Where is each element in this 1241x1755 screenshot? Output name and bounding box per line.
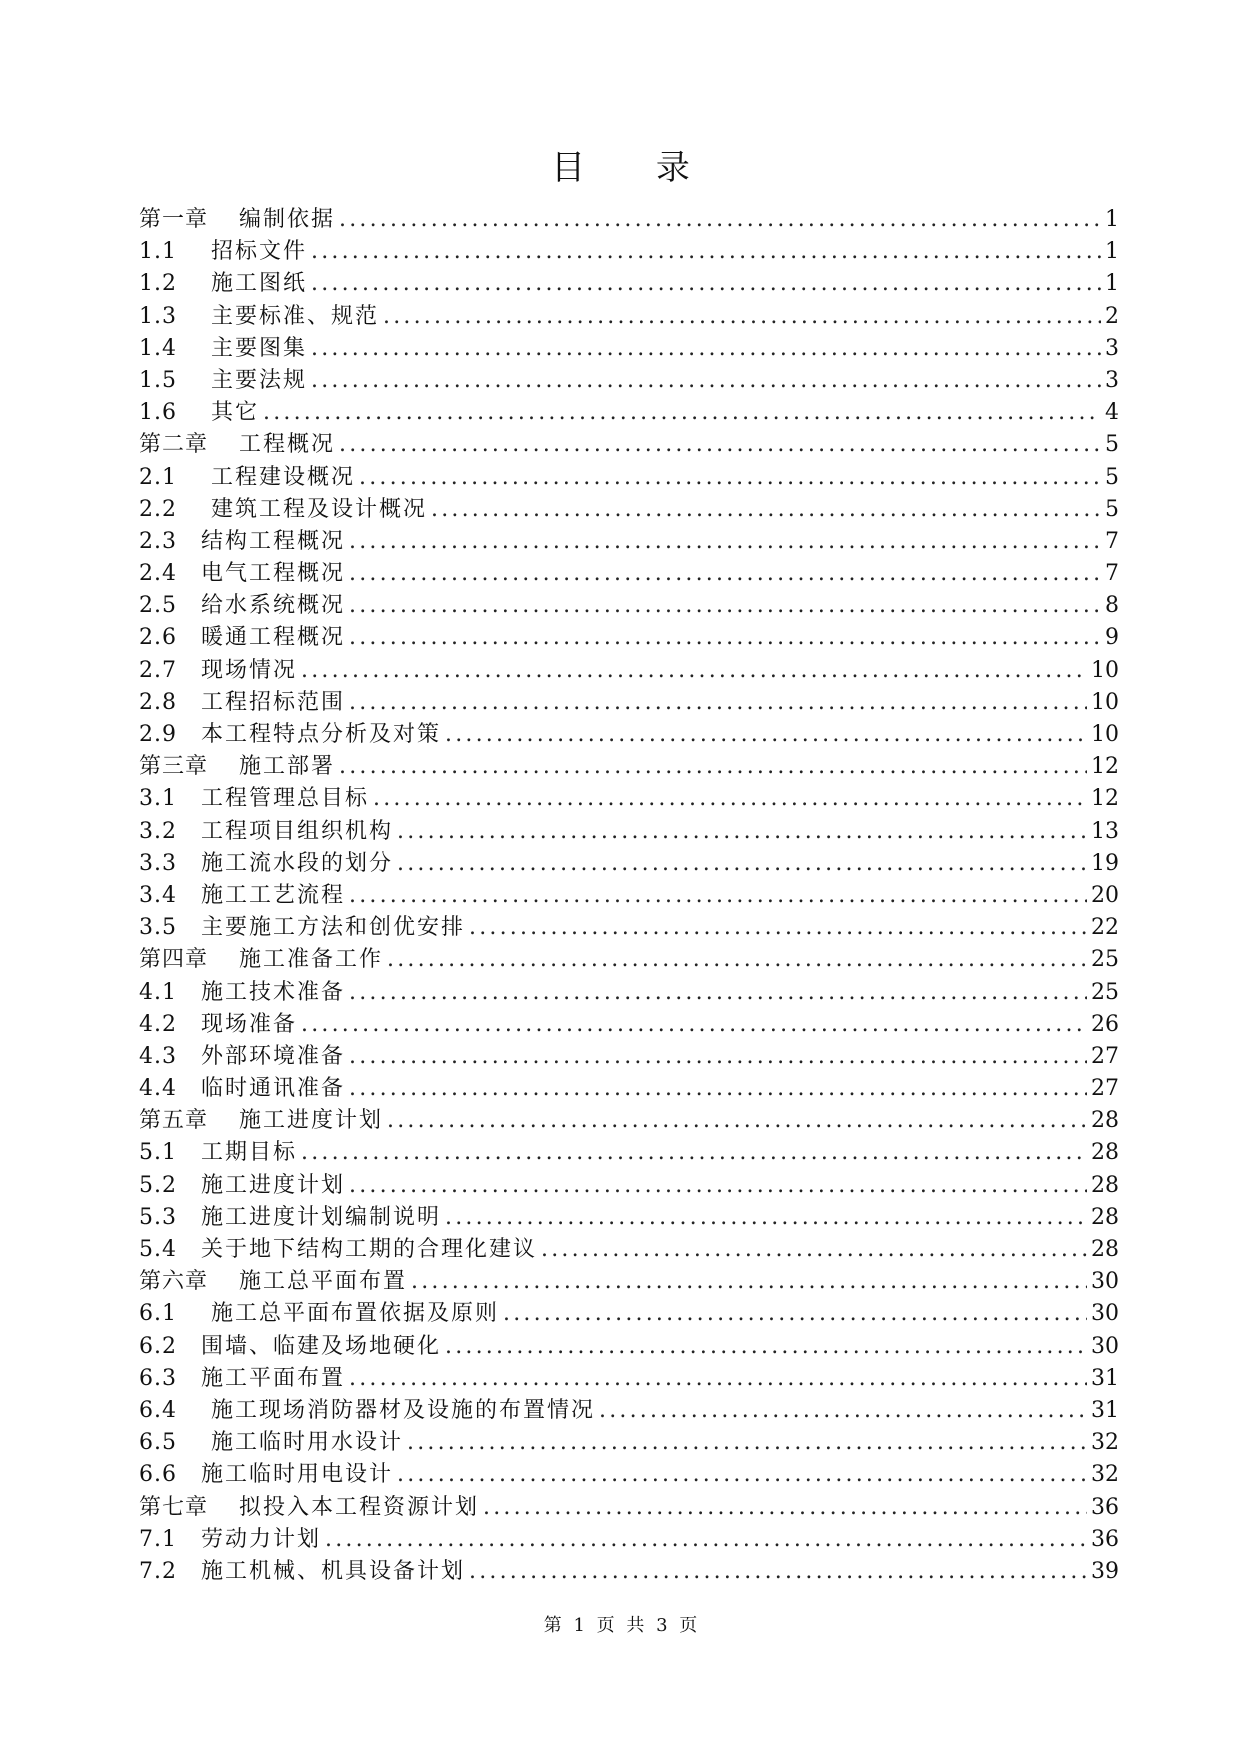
toc-dot-leader bbox=[349, 880, 1087, 912]
toc-entry-number: 第七章 bbox=[139, 1494, 209, 1520]
toc-entry-title: 施工总平面布置依据及原则 bbox=[211, 1301, 500, 1327]
toc-entry-title: 其它 bbox=[211, 400, 260, 426]
toc-dot-leader bbox=[339, 429, 1101, 461]
toc-dot-leader bbox=[503, 1298, 1087, 1330]
toc-dot-leader bbox=[349, 590, 1101, 622]
page-footer: 第 1 页 共 3 页 bbox=[543, 1615, 698, 1636]
toc-page-number: 25 bbox=[1091, 979, 1119, 1005]
toc-page-number: 30 bbox=[1091, 1301, 1119, 1327]
toc-section-entry[interactable] bbox=[139, 816, 1119, 848]
toc-entry-number: 2.1 bbox=[139, 464, 177, 490]
toc-dot-leader bbox=[339, 204, 1101, 236]
toc-page-number: 10 bbox=[1091, 657, 1119, 683]
toc-entry-number: 2.7 bbox=[139, 657, 177, 683]
toc-page-number: 3 bbox=[1105, 335, 1119, 361]
toc-entry-title: 工程招标范围 bbox=[201, 689, 346, 715]
toc-dot-leader bbox=[349, 1073, 1087, 1105]
toc-page-number: 1 bbox=[1105, 207, 1119, 232]
toc-chapter-entry[interactable] bbox=[139, 429, 1119, 461]
toc-page-number: 22 bbox=[1091, 915, 1119, 941]
toc-section-entry[interactable] bbox=[139, 1556, 1119, 1588]
toc-section-entry[interactable] bbox=[139, 687, 1119, 719]
toc-section-entry[interactable] bbox=[139, 236, 1119, 268]
toc-dot-leader bbox=[359, 462, 1101, 494]
toc-entry-title: 拟投入本工程资源计划 bbox=[239, 1494, 480, 1520]
toc-page-number: 32 bbox=[1091, 1430, 1119, 1456]
toc-dot-leader bbox=[349, 687, 1087, 719]
toc-section-entry[interactable] bbox=[139, 1137, 1119, 1169]
toc-entry-number: 3.4 bbox=[139, 882, 177, 908]
table-of-contents bbox=[139, 204, 1119, 1588]
toc-entry-title: 施工流水段的划分 bbox=[201, 850, 394, 876]
toc-page-number: 26 bbox=[1091, 1011, 1119, 1037]
toc-dot-leader bbox=[311, 236, 1101, 268]
toc-section-entry[interactable] bbox=[139, 1395, 1119, 1427]
toc-entry-title: 电气工程概况 bbox=[201, 561, 346, 587]
toc-entry-title: 施工进度计划 bbox=[201, 1172, 346, 1198]
toc-entry-number: 6.3 bbox=[139, 1365, 177, 1391]
toc-section-entry[interactable] bbox=[139, 494, 1119, 526]
toc-entry-title: 工程建设概况 bbox=[211, 464, 356, 490]
toc-entry-number: 1.2 bbox=[139, 271, 177, 297]
toc-dot-leader bbox=[349, 1363, 1087, 1395]
toc-page-number: 28 bbox=[1091, 1204, 1119, 1230]
toc-chapter-entry[interactable] bbox=[139, 1266, 1119, 1298]
toc-entry-title: 施工现场消防器材及设施的布置情况 bbox=[211, 1397, 596, 1423]
toc-dot-leader bbox=[349, 558, 1101, 590]
toc-section-entry[interactable] bbox=[139, 783, 1119, 815]
toc-dot-leader bbox=[311, 268, 1101, 300]
toc-entry-number: 第三章 bbox=[139, 754, 209, 780]
toc-page-number: 7 bbox=[1105, 528, 1119, 554]
toc-section-entry[interactable] bbox=[139, 333, 1119, 365]
toc-entry-title: 主要法规 bbox=[211, 367, 308, 393]
toc-entry-number: 5.4 bbox=[139, 1237, 177, 1262]
toc-dot-leader bbox=[397, 816, 1087, 848]
toc-section-entry[interactable] bbox=[139, 1234, 1119, 1266]
toc-section-entry[interactable] bbox=[139, 301, 1119, 333]
toc-entry-number: 7.1 bbox=[139, 1526, 177, 1552]
toc-section-entry[interactable] bbox=[139, 912, 1119, 944]
toc-page-number: 39 bbox=[1091, 1558, 1119, 1584]
toc-entry-title: 外部环境准备 bbox=[201, 1043, 346, 1069]
toc-entry-number: 第二章 bbox=[139, 432, 209, 458]
toc-entry-title: 现场情况 bbox=[201, 657, 298, 683]
toc-entry-title: 施工部署 bbox=[239, 754, 336, 780]
toc-dot-leader bbox=[469, 1556, 1087, 1588]
toc-section-entry[interactable] bbox=[139, 268, 1119, 300]
toc-chapter-entry[interactable] bbox=[139, 204, 1119, 236]
toc-entry-title: 施工工艺流程 bbox=[201, 882, 346, 908]
toc-page-number: 30 bbox=[1091, 1333, 1119, 1359]
toc-entry-title: 施工总平面布置 bbox=[239, 1269, 408, 1295]
toc-dot-leader bbox=[311, 365, 1101, 397]
toc-page-number: 25 bbox=[1091, 947, 1119, 973]
toc-dot-leader bbox=[373, 783, 1087, 815]
toc-entry-number: 1.1 bbox=[139, 239, 177, 265]
toc-page-number: 27 bbox=[1091, 1043, 1119, 1069]
toc-dot-leader bbox=[387, 1105, 1087, 1137]
toc-entry-title: 施工临时用水设计 bbox=[211, 1430, 404, 1456]
toc-entry-number: 第五章 bbox=[139, 1108, 209, 1134]
toc-dot-leader bbox=[349, 622, 1101, 654]
toc-entry-number: 第四章 bbox=[139, 947, 209, 973]
toc-page-number: 19 bbox=[1091, 850, 1119, 876]
toc-dot-leader bbox=[301, 1137, 1087, 1169]
toc-page-number: 1 bbox=[1105, 239, 1119, 265]
toc-entry-title: 施工机械、机具设备计划 bbox=[201, 1558, 466, 1584]
toc-dot-leader bbox=[301, 1009, 1087, 1041]
toc-entry-title: 本工程特点分析及对策 bbox=[201, 722, 442, 747]
toc-entry-title: 劳动力计划 bbox=[201, 1526, 322, 1552]
toc-dot-leader bbox=[263, 397, 1101, 429]
toc-dot-leader bbox=[349, 1170, 1087, 1202]
toc-dot-leader bbox=[349, 977, 1087, 1009]
toc-section-entry[interactable] bbox=[139, 1459, 1119, 1491]
toc-entry-number: 3.5 bbox=[139, 915, 177, 941]
toc-page-number: 2 bbox=[1105, 303, 1119, 329]
toc-entry-number: 2.9 bbox=[139, 722, 177, 747]
toc-dot-leader bbox=[397, 1459, 1087, 1491]
toc-entry-title: 工程项目组织机构 bbox=[201, 818, 394, 844]
toc-dot-leader bbox=[325, 1524, 1087, 1556]
toc-page-number: 31 bbox=[1091, 1397, 1119, 1423]
toc-entry-number: 2.6 bbox=[139, 625, 177, 651]
toc-section-entry[interactable] bbox=[139, 719, 1119, 751]
toc-page-number: 28 bbox=[1091, 1237, 1119, 1262]
toc-entry-number: 2.5 bbox=[139, 593, 177, 619]
toc-entry-number: 1.3 bbox=[139, 303, 177, 329]
toc-entry-title: 主要施工方法和创优安排 bbox=[201, 915, 466, 941]
toc-section-entry[interactable] bbox=[139, 1524, 1119, 1556]
toc-entry-number: 3.1 bbox=[139, 786, 177, 812]
toc-entry-title: 施工平面布置 bbox=[201, 1365, 346, 1391]
toc-section-entry[interactable] bbox=[139, 655, 1119, 687]
toc-section-entry[interactable] bbox=[139, 365, 1119, 397]
toc-dot-leader bbox=[411, 1266, 1087, 1298]
toc-entry-number: 4.2 bbox=[139, 1011, 177, 1037]
toc-chapter-entry[interactable] bbox=[139, 751, 1119, 783]
toc-section-entry[interactable] bbox=[139, 590, 1119, 622]
toc-dot-leader bbox=[301, 655, 1087, 687]
toc-page-number: 10 bbox=[1091, 722, 1119, 747]
toc-page-number: 5 bbox=[1105, 464, 1119, 490]
toc-dot-leader bbox=[541, 1234, 1087, 1266]
toc-entry-title: 结构工程概况 bbox=[201, 528, 346, 554]
toc-page-number: 20 bbox=[1091, 882, 1119, 908]
toc-entry-number: 5.2 bbox=[139, 1172, 177, 1198]
toc-entry-title: 现场准备 bbox=[201, 1011, 298, 1037]
toc-page-number: 9 bbox=[1105, 625, 1119, 651]
toc-entry-number: 第六章 bbox=[139, 1269, 209, 1295]
toc-section-entry[interactable] bbox=[139, 880, 1119, 912]
toc-section-entry[interactable] bbox=[139, 1170, 1119, 1202]
toc-entry-number: 4.1 bbox=[139, 979, 177, 1005]
toc-dot-leader bbox=[599, 1395, 1087, 1427]
toc-page-number: 32 bbox=[1091, 1462, 1119, 1488]
toc-dot-leader bbox=[469, 912, 1087, 944]
toc-entry-number: 5.3 bbox=[139, 1204, 177, 1230]
toc-dot-leader bbox=[349, 1041, 1087, 1073]
toc-entry-number: 7.2 bbox=[139, 1558, 177, 1584]
toc-page-number: 30 bbox=[1091, 1269, 1119, 1295]
toc-section-entry[interactable] bbox=[139, 848, 1119, 880]
toc-entry-number: 第一章 bbox=[139, 207, 209, 232]
toc-entry-title: 工程管理总目标 bbox=[201, 786, 370, 812]
toc-dot-leader bbox=[349, 526, 1101, 558]
toc-entry-title: 施工准备工作 bbox=[239, 947, 384, 973]
toc-page-number: 28 bbox=[1091, 1140, 1119, 1166]
toc-entry-title: 工期目标 bbox=[201, 1140, 298, 1166]
toc-entry-title: 主要标准、规范 bbox=[211, 303, 380, 329]
toc-section-entry[interactable] bbox=[139, 1427, 1119, 1459]
toc-section-entry[interactable] bbox=[139, 558, 1119, 590]
toc-section-entry[interactable] bbox=[139, 462, 1119, 494]
toc-dot-leader bbox=[311, 333, 1101, 365]
toc-entry-title: 主要图集 bbox=[211, 335, 308, 361]
toc-page-number: 12 bbox=[1091, 754, 1119, 780]
toc-dot-leader bbox=[339, 751, 1087, 783]
toc-page-number: 3 bbox=[1105, 367, 1119, 393]
toc-entry-number: 6.6 bbox=[139, 1462, 177, 1488]
toc-page-number: 36 bbox=[1091, 1494, 1119, 1520]
toc-entry-number: 1.4 bbox=[139, 335, 177, 361]
toc-page-number: 7 bbox=[1105, 561, 1119, 587]
toc-entry-number: 2.8 bbox=[139, 689, 177, 715]
toc-page-number: 5 bbox=[1105, 432, 1119, 458]
toc-entry-title: 施工技术准备 bbox=[201, 979, 346, 1005]
toc-dot-leader bbox=[483, 1492, 1087, 1524]
toc-section-entry[interactable] bbox=[139, 1202, 1119, 1234]
toc-chapter-entry[interactable] bbox=[139, 1105, 1119, 1137]
toc-page-number: 36 bbox=[1091, 1526, 1119, 1552]
toc-section-entry[interactable] bbox=[139, 977, 1119, 1009]
page-title: 目 录 bbox=[551, 148, 720, 188]
toc-dot-leader bbox=[387, 944, 1087, 976]
toc-entry-title: 关于地下结构工期的合理化建议 bbox=[201, 1237, 538, 1262]
toc-entry-title: 建筑工程及设计概况 bbox=[211, 496, 428, 522]
toc-page-number: 13 bbox=[1091, 818, 1119, 844]
toc-entry-title: 临时通讯准备 bbox=[201, 1076, 346, 1102]
toc-entry-title: 暖通工程概况 bbox=[201, 625, 346, 651]
toc-entry-number: 6.5 bbox=[139, 1430, 177, 1456]
toc-entry-number: 3.3 bbox=[139, 850, 177, 876]
toc-section-entry[interactable] bbox=[139, 1041, 1119, 1073]
toc-entry-title: 围墙、临建及场地硬化 bbox=[201, 1333, 442, 1359]
toc-section-entry[interactable] bbox=[139, 622, 1119, 654]
toc-entry-number: 1.6 bbox=[139, 400, 177, 426]
toc-entry-title: 施工进度计划编制说明 bbox=[201, 1204, 442, 1230]
toc-page-number: 31 bbox=[1091, 1365, 1119, 1391]
toc-entry-number: 1.5 bbox=[139, 367, 177, 393]
toc-entry-number: 2.3 bbox=[139, 528, 177, 554]
toc-page-number: 8 bbox=[1105, 593, 1119, 619]
toc-entry-number: 4.3 bbox=[139, 1043, 177, 1069]
toc-section-entry[interactable] bbox=[139, 1073, 1119, 1105]
toc-entry-title: 招标文件 bbox=[211, 239, 308, 265]
toc-page-number: 27 bbox=[1091, 1076, 1119, 1102]
toc-page-number: 5 bbox=[1105, 496, 1119, 522]
toc-entry-title: 给水系统概况 bbox=[201, 593, 346, 619]
toc-chapter-entry[interactable] bbox=[139, 1492, 1119, 1524]
toc-dot-leader bbox=[383, 301, 1101, 333]
toc-entry-title: 施工临时用电设计 bbox=[201, 1462, 394, 1488]
toc-section-entry[interactable] bbox=[139, 1331, 1119, 1363]
toc-page-number: 10 bbox=[1091, 689, 1119, 715]
toc-page-number: 1 bbox=[1105, 271, 1119, 297]
toc-entry-number: 5.1 bbox=[139, 1140, 177, 1166]
toc-dot-leader bbox=[431, 494, 1101, 526]
toc-entry-number: 2.4 bbox=[139, 561, 177, 587]
toc-dot-leader bbox=[445, 1331, 1087, 1363]
toc-entry-number: 4.4 bbox=[139, 1076, 177, 1102]
toc-dot-leader bbox=[445, 719, 1087, 751]
toc-entry-title: 编制依据 bbox=[239, 207, 336, 232]
toc-page-number: 4 bbox=[1105, 400, 1119, 426]
toc-section-entry[interactable] bbox=[139, 1363, 1119, 1395]
toc-entry-number: 6.1 bbox=[139, 1301, 177, 1327]
toc-section-entry[interactable] bbox=[139, 397, 1119, 429]
toc-page-number: 12 bbox=[1091, 786, 1119, 812]
toc-entry-title: 施工进度计划 bbox=[239, 1108, 384, 1134]
toc-dot-leader bbox=[397, 848, 1087, 880]
toc-section-entry[interactable] bbox=[139, 1298, 1119, 1330]
toc-chapter-entry[interactable] bbox=[139, 944, 1119, 976]
toc-entry-number: 6.4 bbox=[139, 1397, 177, 1423]
toc-section-entry[interactable] bbox=[139, 526, 1119, 558]
toc-page-number: 28 bbox=[1091, 1108, 1119, 1134]
toc-entry-title: 工程概况 bbox=[239, 432, 336, 458]
toc-section-entry[interactable] bbox=[139, 1009, 1119, 1041]
toc-entry-number: 2.2 bbox=[139, 496, 177, 522]
toc-entry-number: 6.2 bbox=[139, 1333, 177, 1359]
toc-dot-leader bbox=[445, 1202, 1087, 1234]
toc-dot-leader bbox=[407, 1427, 1087, 1459]
toc-entry-title: 施工图纸 bbox=[211, 271, 308, 297]
toc-entry-number: 3.2 bbox=[139, 818, 177, 844]
toc-page-number: 28 bbox=[1091, 1172, 1119, 1198]
